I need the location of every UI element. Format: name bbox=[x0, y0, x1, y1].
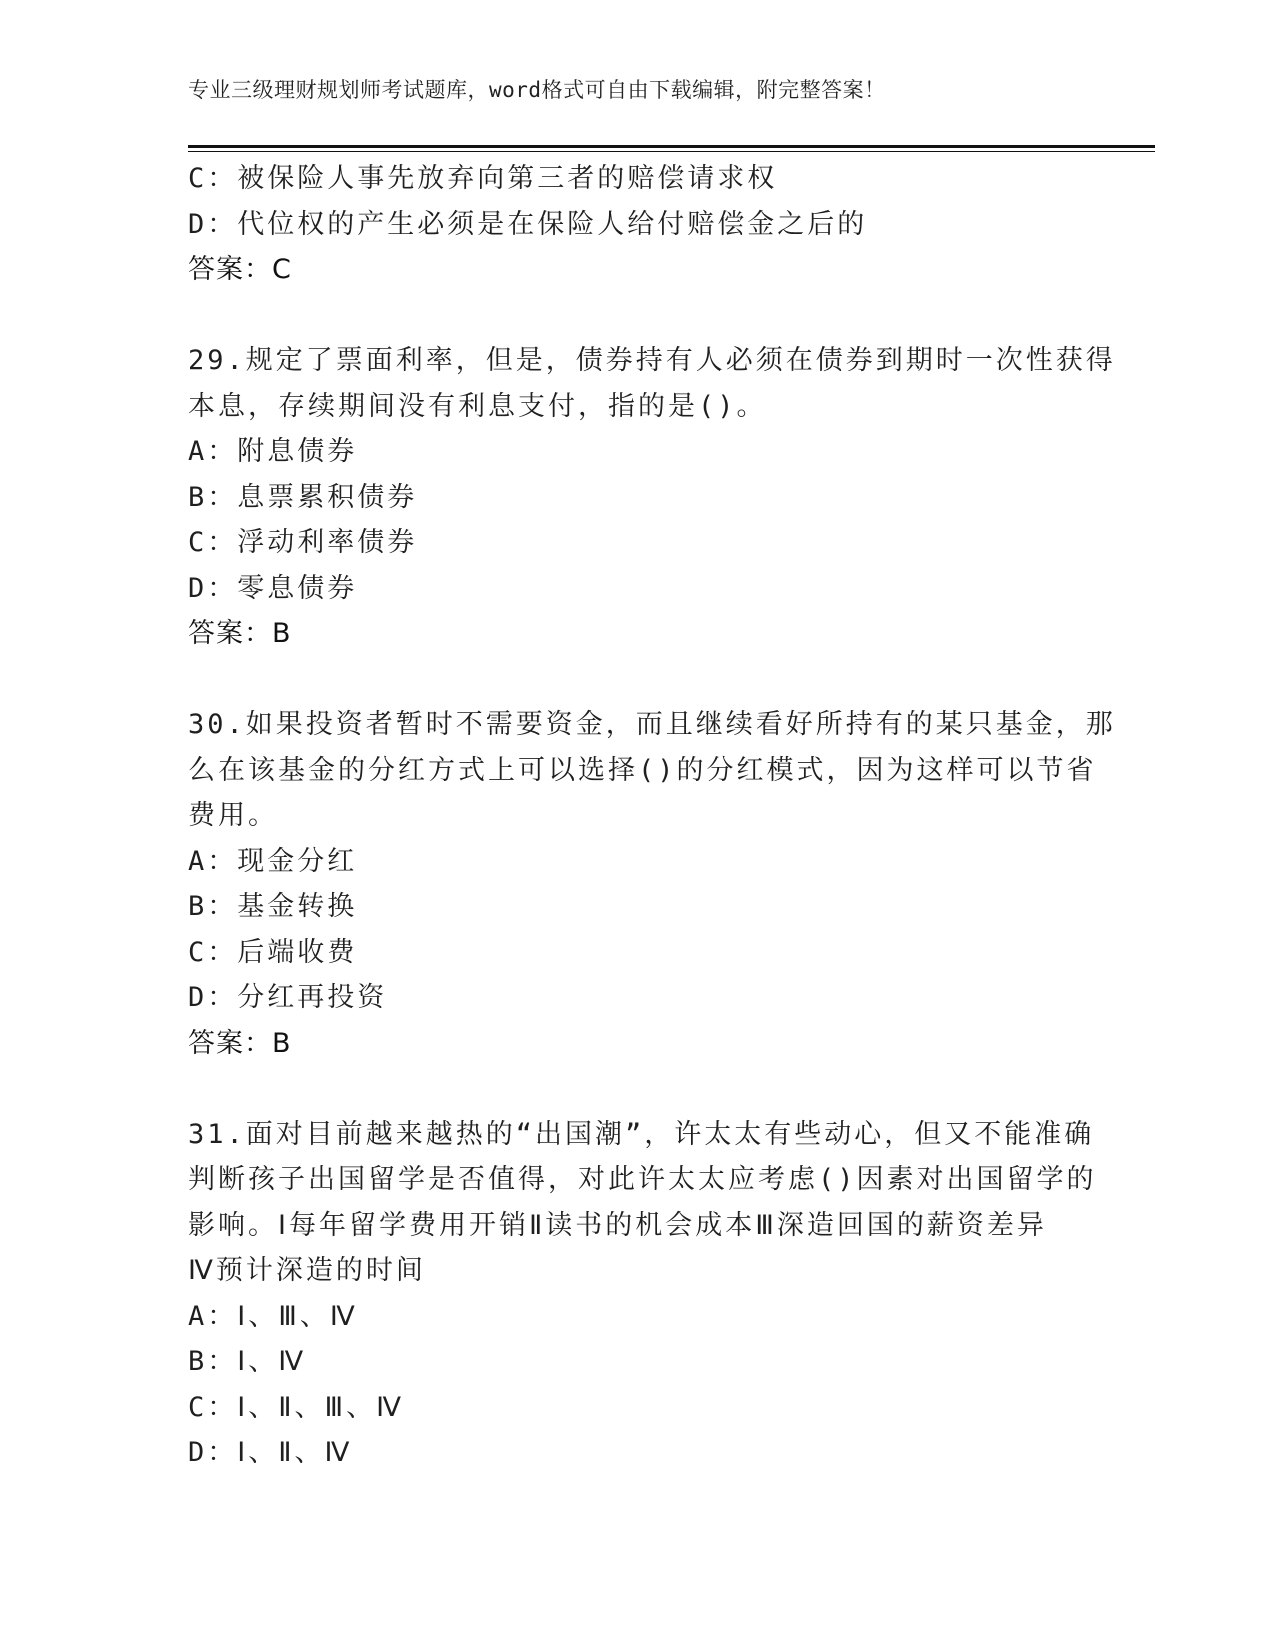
question-stem-line: Ⅳ预计深造的时间 bbox=[188, 1255, 426, 1286]
option-c: C：被保险人事先放弃向第三者的赔偿请求权 bbox=[188, 163, 778, 194]
spacer bbox=[188, 657, 1088, 703]
header-rule-thick bbox=[188, 145, 1155, 148]
spacer bbox=[188, 293, 1088, 339]
question-content bbox=[188, 156, 1116, 1476]
answer: 答案：B bbox=[188, 1027, 292, 1059]
option-c: C：Ⅰ、Ⅱ、Ⅲ、Ⅳ bbox=[188, 1391, 405, 1423]
question-stem-line: 29.规定了票面利率，但是，债券持有人必须在债券到期时一次性获得 bbox=[188, 345, 1116, 376]
question-stem-line: 影响。Ⅰ每年留学费用开销Ⅱ读书的机会成本Ⅲ深造回国的薪资差异 bbox=[188, 1209, 1047, 1241]
option-d: D：零息债券 bbox=[188, 572, 358, 604]
question-stem-line: 费用。 bbox=[188, 800, 278, 831]
question-29 bbox=[188, 338, 1116, 657]
option-d: D：代位权的产生必须是在保险人给付赔偿金之后的 bbox=[188, 208, 868, 240]
option-c: C：后端收费 bbox=[188, 936, 358, 968]
question-30 bbox=[188, 702, 1116, 1066]
question-stem-line: 本息，存续期间没有利息支付，指的是()。 bbox=[188, 390, 767, 422]
question-stem-line: 31.面对目前越来越热的“出国潮”，许太太有些动心，但又不能准确 bbox=[188, 1118, 1095, 1150]
option-a: A：现金分红 bbox=[188, 845, 358, 877]
question-stem-line: 30.如果投资者暂时不需要资金，而且继续看好所持有的某只基金，那 bbox=[188, 709, 1116, 740]
option-b: B：基金转换 bbox=[188, 891, 358, 922]
question-stem-line: 么在该基金的分红方式上可以选择()的分红模式，因为这样可以节省 bbox=[188, 754, 1097, 786]
option-d: D：分红再投资 bbox=[188, 982, 388, 1013]
question-stem-line: 判断孩子出国留学是否值得，对此许太太应考虑()因素对出国留学的 bbox=[188, 1164, 1097, 1195]
option-b: B：Ⅰ、Ⅳ bbox=[188, 1346, 307, 1377]
option-b: B：息票累积债券 bbox=[188, 481, 418, 513]
prev-question bbox=[188, 156, 1088, 293]
header-rule-thin bbox=[188, 151, 1155, 152]
option-d: D：Ⅰ、Ⅱ、Ⅳ bbox=[188, 1437, 353, 1468]
answer: 答案：C bbox=[188, 254, 292, 285]
question-31 bbox=[188, 1112, 1097, 1476]
option-a: A：Ⅰ、Ⅲ、Ⅳ bbox=[188, 1300, 358, 1332]
option-a: A：附息债券 bbox=[188, 436, 358, 467]
spacer bbox=[188, 1066, 1088, 1112]
page-header: 专业三级理财规划师考试题库，word格式可自由下载编辑，附完整答案！ bbox=[188, 78, 886, 102]
answer: 答案：B bbox=[188, 618, 292, 649]
option-c: C：浮动利率债券 bbox=[188, 527, 418, 558]
